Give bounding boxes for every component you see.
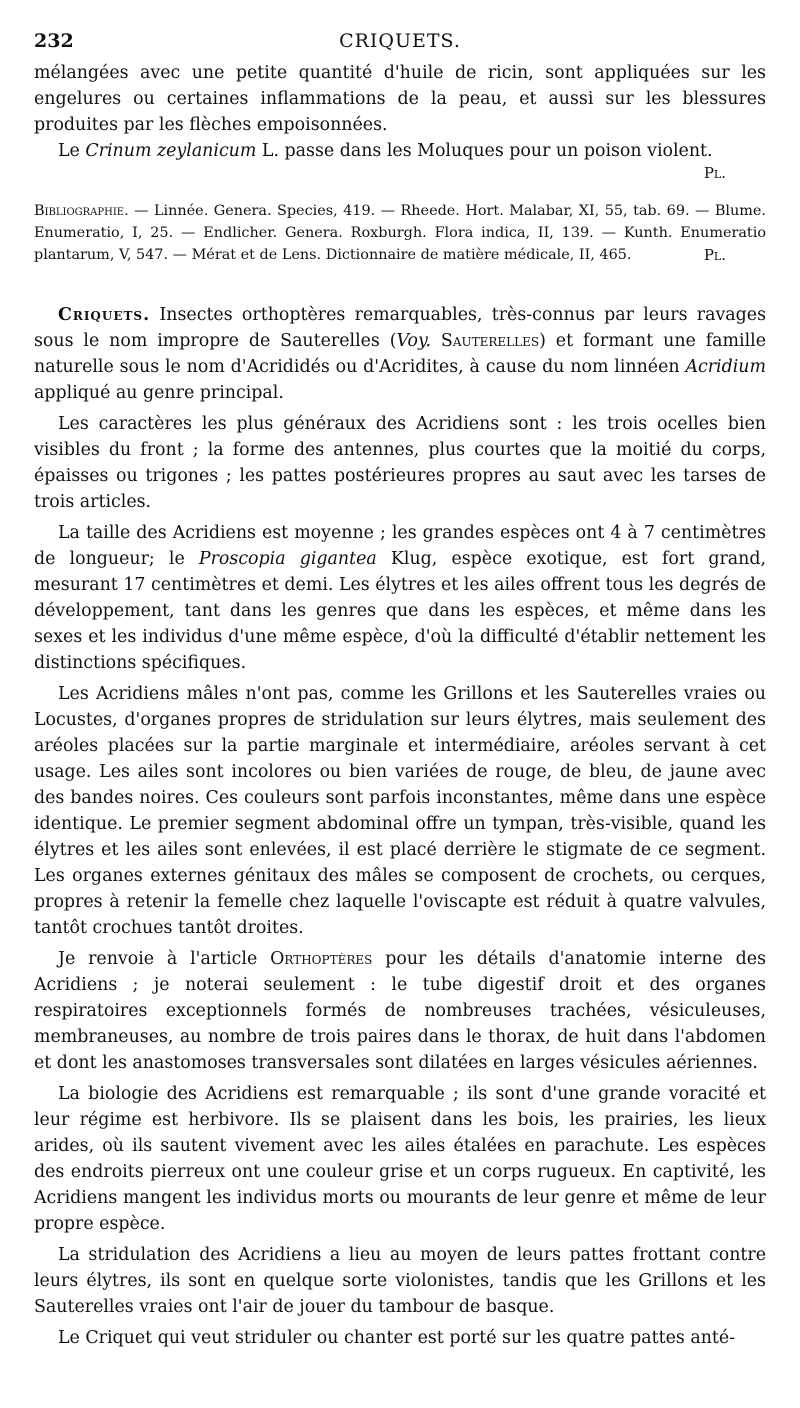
article-paragraph-6: La biologie des Acridiens est remarquable ; ils sont d'une grande voracité et leur régime est herbivore. Ils se plaisent dans les bois, les prairies, les lieux arides, où ils sautent vivement avec les ailes étalées en parachute. Les espèces des endroits pierreux ont une couleur grise et un corps rugueux. En captivité, les Acridiens mangent les individus morts ou mourants de leur genre et même de leur propre espèce. <box>34 1084 766 1234</box>
crinum-paragraph-2: Le Crinum zeylanicum L. passe dans les Moluques pour un poison violent. <box>58 141 713 161</box>
article-paragraph-7: La stridulation des Acridiens a lieu au moyen de leurs pattes frottant contre leurs élytres, ils sont en quelque sorte violonistes, tandis que les Grillons et les Sauterelles vraies ont l'air de jouer du tambour de basque. <box>34 1245 766 1317</box>
bibliography-text: — Linnée. Genera. Species, 419. — Rheede. Hort. Malabar, XI, 55, tab. 69. — Blume. Enumeratio, I, 25. — Endlicher. Genera. Roxburgh. Flora indica, II, 139. — Kunth. Enumeratio plantarum, V, 547. — Mérat et de Lens. Dictionnaire de matière médicale, II, 465. <box>34 203 766 263</box>
page-number: 232 <box>34 30 74 52</box>
bibliography-label: Bibliographie. <box>34 203 129 219</box>
article-paragraph-3: La taille des Acridiens est moyenne ; les grandes espèces ont 4 à 7 centimètres de longueur; le Proscopia gigantea Klug, espèce exotique, est fort grand, mesurant 17 centimètres et demi. Les élytres et les ailes offrent tous les degrés de développement, tant dans les genres que dans les espèces, et même dans les sexes et les individus d'une même espèce, d'où la difficulté d'établir nettement les distinctions spécifiques. <box>34 523 766 673</box>
species-name: Crinum zeylanicum <box>85 141 257 161</box>
article-paragraph-4: Les Acridiens mâles n'ont pas, comme les Grillons et les Sauterelles vraies ou Locustes, d'organes propres de stridulation sur leurs élytres, mais seulement des aréoles placées sur la partie marginale et intermédiaire, aréoles servant à cet usage. Les ailes sont incolores ou bien variées de rouge, de bleu, de jaune avec des bandes noires. Ces couleurs sont parfois inconstantes, même dans une espèce identique. Le premier segment abdominal offre un tympan, très-visible, quand les élytres et les ailes sont enlevées, il est placé derrière le stigmate de ce segment. Les organes externes génitaux des mâles se composent de crochets, ou cerques, propres à retenir la femelle chez laquelle l'oviscapte est réduit à quatre valvules, tantôt crochues tantôt droites. <box>34 684 766 938</box>
article-paragraph-5: Je renvoie à l'article Orthoptères pour les détails d'anatomie interne des Acridiens ; je noterai seulement : le tube digestif droit et des organes respiratoires exceptionnels formés de nombreuses trachées, vésiculeuses, membraneuses, au nombre de trois paires dans le thorax, de huit dans l'abdomen et dont les anastomoses transversales sont dilatées en larges vésicules aériennes. <box>34 949 766 1073</box>
article-paragraph-2: Les caractères les plus généraux des Acridiens sont : les trois ocelles bien visibles du front ; la forme des antennes, plus courtes que la moitié du corps, épaisses ou trigones ; les pattes postérieures propres au saut avec les tarses de trois articles. <box>34 414 766 512</box>
running-title: CRIQUETS. <box>339 30 461 52</box>
crinum-paragraph-1: mélangées avec une petite quantité d'huile de ricin, sont appliquées sur les engelures ou certaines inflammations de la peau, et aussi sur les blessures produites par les flèches empoisonnées. <box>34 63 766 135</box>
bibliography <box>34 200 766 266</box>
page-header <box>34 30 766 60</box>
article-paragraph-1: Criquets. Insectes orthoptères remarquables, très-connus par leurs ravages sous le nom impropre de Sauterelles (Voy. Sauterelles) et formant une famille naturelle sous le nom d'Acrididés ou d'Acridites, à cause du nom linnéen Acridium appliqué au genre principal. <box>34 305 766 403</box>
article-headword: Criquets. <box>58 305 151 325</box>
bibliography-signature: Pl. <box>703 246 726 264</box>
document-page <box>34 30 766 1351</box>
author-signature: Pl. <box>703 164 726 182</box>
article-paragraph-8: Le Criquet qui veut striduler ou chanter est porté sur les quatre pattes anté- <box>58 1328 736 1348</box>
